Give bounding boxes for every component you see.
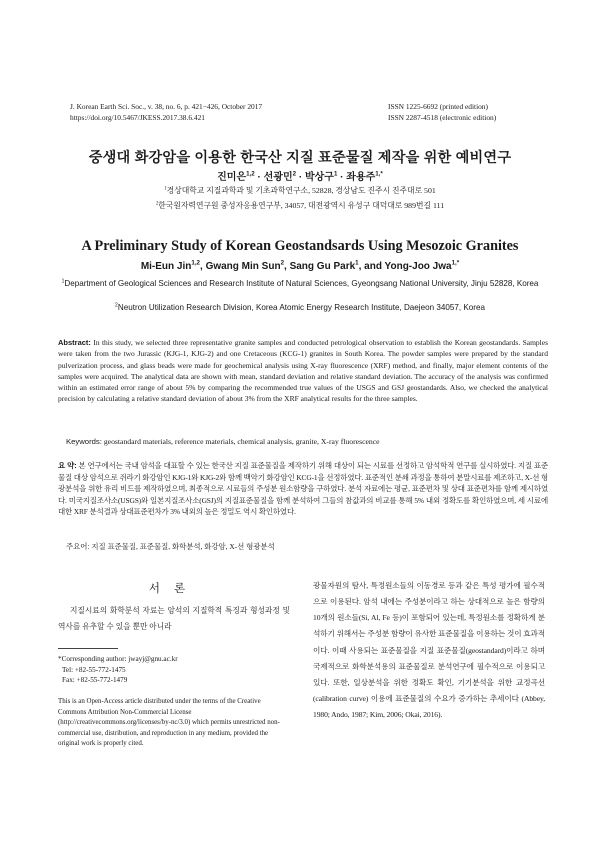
keywords-text: geostandard materials, reference materials, chemical analysis, granite, X-ray fluorescence xyxy=(101,437,380,446)
intro-right-paragraph: 광물자원의 탐사, 특정원소들의 이동경로 등과 같은 특성 평가에 필수적으로 이용된다. 암석 내에는 주성분이라고 하는 상대적으로 높은 함량의 10개의 원소들(Si, Al, Fe 등)이 포함되어 있는데, 특정원소를 정확하게 분석하기 위해서는 주성분 함량이 유사한 표준물질을 이용하는 것이 효과적이다. 이때 사용되는 표준물질을 지질 표준물질(geostandard)이라고 하며 국제적으로 화학분석용의 표준물질로 분석연구에 필수적으로 이용되고 있다. 또한, 일상분석을 위한 정확도 확인, 기기분석을 위한 교정곡선(calibration curve) 이용에 표준물질의 수요가 증가하는 추세이다 (Abbey, 1980; Ando, 1987; Kim, 2006; Okai, 2016). xyxy=(313,581,545,720)
issn-print: ISSN 1225-6692 (printed edition) xyxy=(388,102,488,111)
affil-text: 경상대학교 지질과학과 및 기초과학연구소, 52828, 경상남도 진주시 진주대로 501 xyxy=(166,186,436,195)
author-affil-sup: 1,2 xyxy=(191,259,200,267)
open-access-notice: This is an Open-Access article distributed under the terms of the Creative Commons Attribution Non-Commercial License (http://creativecommons.org/licenses/by-nc/3.0) which permits unrestricted non-commercial use, distribution, and reproduction in any medium, provided the original work is properly cited. xyxy=(58,698,280,748)
author-affil-sup: 1,2 xyxy=(246,170,255,178)
english-title: A Preliminary Study of Korean Geostandsards Using Mesozoic Granites xyxy=(81,238,519,254)
author-name: 박상구 xyxy=(304,172,334,183)
english-authors xyxy=(0,261,600,272)
author-separator: , and xyxy=(358,261,385,272)
english-affiliation-1 xyxy=(50,278,550,290)
affil-text: Department of Geological Sciences and Research Institute of Natural Sciences, Gyeongsang National University, Jinju 52828, Korea xyxy=(64,279,539,288)
affil-text: Neutron Utilization Research Division, Korea Atomic Energy Research Institute, Daejeon 34057, Korea xyxy=(117,303,485,312)
corresponding-email: *Corresponding author: jwayj@gnu.ac.kr xyxy=(58,655,178,663)
keywords-label: Keywords: xyxy=(66,437,102,446)
author-separator: , xyxy=(200,261,206,272)
author-name: Yong-Joo Jwa xyxy=(384,261,452,272)
footnote-divider xyxy=(58,648,118,649)
author-name: 선광민 xyxy=(263,172,293,183)
affil-sup: 2 xyxy=(155,201,159,207)
issn-electronic: ISSN 2287-4518 (electronic edition) xyxy=(388,113,497,122)
english-abstract xyxy=(58,337,548,405)
abstract-text: In this study, we selected three representative granite samples and conducted petrological observation to establish the Korean geostandards. Samples were taken from the two Jurassic (KJG-1, KJG-2) and one Cretaceous (KCG-1) granites in South Korea. The powder samples were prepared by the standard pulverization process, and glass beads were made for geochemical analysis using X-ray fluorescence (XRF) method, and finally, major element contents of the samples were acquired. The analytical data are shown with mean, standard deviation and relative standard deviation. The accuracy of the analysis was confirmed within an estimated error range of about 5% by comparing the recommended true values of the USGS and GSJ geostandards. Also, we checked the analytical precision by calculating a relative standard deviation of about 3% from the XRF analytical results for the three samples. xyxy=(58,338,548,404)
korean-affiliation-2 xyxy=(0,200,600,212)
author-affil-sup: 1,* xyxy=(375,170,383,178)
affil-sup: 1 xyxy=(61,278,65,285)
korean-keywords xyxy=(66,541,546,552)
corresponding-tel: Tel: +82-55-772-1475 xyxy=(62,665,126,674)
korean-keywords-label: 주요어: xyxy=(66,542,90,551)
intro-left-paragraph: 지질시료의 화학분석 자료는 암석의 지질학적 특징과 형성과정 및 역사를 유추할 수 있을 뿐만 아니라 xyxy=(58,606,290,632)
section-heading-intro: 서론 xyxy=(148,583,200,595)
author-affil-sup: 1 xyxy=(333,170,338,178)
author-affil-sup: 1 xyxy=(355,259,359,267)
author-name: 좌용주 xyxy=(346,172,376,183)
author-separator: · xyxy=(337,172,347,183)
author-separator: · xyxy=(296,172,305,183)
author-name: Gwang Min Sun xyxy=(205,261,281,272)
journal-citation: J. Korean Earth Sci. Soc., v. 38, no. 6, p. 421−426, October 2017 xyxy=(70,102,263,111)
korean-abstract xyxy=(58,460,548,518)
author-affil-sup: 2 xyxy=(292,170,297,178)
author-affil-sup: 1,* xyxy=(451,259,460,267)
english-keywords xyxy=(66,436,546,447)
korean-abstract-label: 요 약: xyxy=(58,461,77,470)
abstract-label: Abstract: xyxy=(58,338,91,347)
english-affiliation-2 xyxy=(20,302,580,314)
korean-keywords-text: 지질 표준물질, 표준물질, 화학분석, 화강암, X-선 형광분석 xyxy=(89,542,275,551)
affil-sup: 2 xyxy=(115,302,118,309)
doi-link[interactable]: https://doi.org/10.5467/JKESS.2017.38.6.421 xyxy=(70,113,205,122)
affil-text: 한국원자력연구원 중성자응용연구부, 34057, 대전광역시 유성구 대덕대로 989번길 111 xyxy=(158,201,445,210)
author-affil-sup: 2 xyxy=(280,259,285,267)
author-separator: · xyxy=(254,172,264,183)
author-name: Sang Gu Park xyxy=(289,261,356,272)
korean-title: 중생대 화강암을 이용한 한국산 지질 표준물질 제작을 위한 예비연구 xyxy=(88,150,512,166)
author-separator: , xyxy=(284,261,290,272)
author-name: Mi-Eun Jin xyxy=(140,261,192,272)
author-name: 진미은 xyxy=(217,172,247,183)
korean-affiliation-1 xyxy=(0,185,600,197)
korean-abstract-text: 본 연구에서는 국내 암석을 대표할 수 있는 한국산 지질 표준물질을 제작하기 위해 대상이 되는 시료를 선정하고 암석학적 연구를 실시하였다. 지질 표준물질 대상 암석으로 쥐라기 화강암인 KJG-1와 KJG-2와 함께 백악기 화강암인 KCG-1을 선정하였다. 표준적인 분쇄 과정을 통하여 분말시료를 제조하고, X-선 형광분석을 위한 유리 비드를 제작하였으며, 최종적으로 시료들의 주성분 원소함량을 구하였다. 분석 자료에는 평균, 표준편차 및 상대 표준편차를 함께 제시하였다. 미국지질조사소(USGS)와 일본지질조사소(GSJ)의 지질표준물질을 함께 분석하여 그들의 참값과의 비교를 통해 5% 내외 정확도를 확인하였으며, 세 시료에 대한 XRF 분석결과 상대표준편차가 3% 내외의 높은 정밀도 역시 확인하였다. xyxy=(58,461,549,517)
korean-authors xyxy=(0,168,600,183)
affil-sup: 1 xyxy=(164,186,167,192)
corresponding-author xyxy=(58,654,290,686)
corresponding-fax: Fax: +82-55-772-1479 xyxy=(62,676,128,685)
